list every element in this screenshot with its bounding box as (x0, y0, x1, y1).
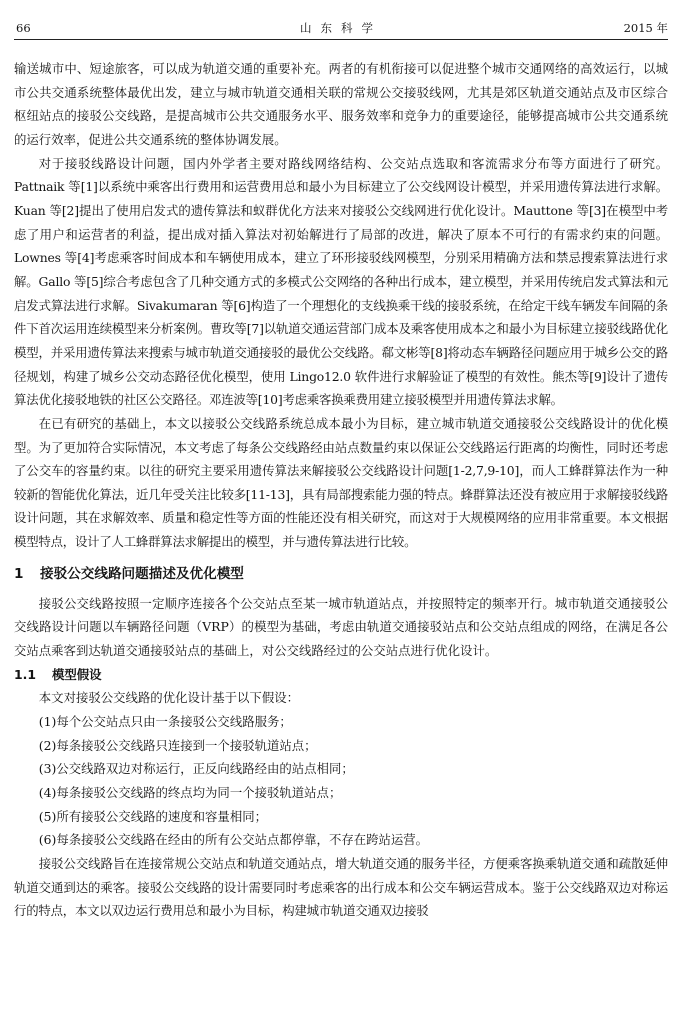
body-text (14, 57, 668, 923)
paragraph-assumption-intro: 本文对接驳公交线路的优化设计基于以下假设： (38, 690, 299, 706)
page-number: 66 (16, 21, 31, 35)
publication-year: 2015 年 (623, 21, 668, 35)
subsection-heading (14, 663, 668, 687)
section-number: 1 (14, 565, 24, 582)
assumption-item: (5)所有接驳公交线路的速度和容量相同； (38, 808, 267, 824)
paragraph-contribution: 在已有研究的基础上，本文以接驳公交线路系统总成本最小为目标，建立城市轨道交通接驳公交线路设计的优化模型。为了更加符合实际情况，本文考虑了每条公交线路经由站点数量约束以保证公交线路运行距离的均衡性，同时还考虑了公交车的容量约束。以往的研究主要采用遗传算法来解接驳公交线路设计问题[1-2,7,9-10]，而人工蜂群算法作为一种较新的智能优化算法，近几年受关注比较多[11-13]，具有局部搜索能力强的特点。蜂群算法还没有被应用于求解接驳线路设计问题，其在求解效率、质量和稳定性等方面的性能还没有相关研究，而这对于大规模网络的应用非常重要。本文根据模型特点，设计了人工蜂群算法求解提出的模型，并与遗传算法进行比较。 (14, 415, 668, 550)
assumption-item: (4)每条接驳公交线路的终点均为同一个接驳轨道站点； (38, 785, 342, 801)
assumption-item: (3)公交线路双边对称运行，正反向线路经由的站点相同； (38, 761, 354, 777)
journal-name: 山东科学 (300, 21, 382, 35)
paragraph-problem-description: 接驳公交线路按照一定顺序连接各个公交站点至某一城市轨道站点，并按照特定的频率开行。城市轨道交通接驳公交线路设计问题以车辆路径问题（VRP）的模型为基础，考虑由轨道交通接驳站点和公交站点组成的网络，在满足各公交站点乘客到达轨道交通接驳站点的基础上，对公交线路经过的公交站点进行优化设计。 (14, 595, 668, 659)
assumption-item: (2)每条接驳公交线路只连接到一个接驳轨道站点； (38, 737, 317, 753)
subsection-number: 1.1 (14, 666, 36, 682)
paragraph-literature-review: 对于接驳线路设计问题，国内外学者主要对路线网络结构、公交站点选取和客流需求分布等方面进行了研究。Pattnaik 等[1]以系统中乘客出行费用和运营费用总和最小为目标建立了公交线网设计模型，并采用遗传算法进行求解。Kuan 等[2]提出了使用启发式的遗传算法和蚁群优化方法来对接驳公交线网进行优化设计。Mauttone 等[3]在模型中考虑了用户和运营者的利益，提出成对插入算法对初始解进行了局部的改进，解决了原本不可行的有需求约束的问题。Lownes 等[4]考虑乘客时间成本和车辆使用成本，建立了环形接驳线网模型，分别采用精确方法和禁忌搜索算法进行求解。Gallo 等[5]综合考虑包含了几种交通方式的多模式公交网络的各种出行成本，建立模型，并采用传统启发式算法和元启发式算法进行求解。Sivakumaran 等[6]构造了一个理想化的支线换乘干线的接驳系统，在给定干线车辆发车间隔的条件下首次运用连续模型来分析案例。曹玫等[7]以轨道交通运营部门成本及乘客使用成本之和最小为目标建立接驳线路优化模型，并采用遗传算法来搜索与城市轨道交通接驳的最优公交线路。郗文彬等[8]将动态车辆路径问题应用于城乡公交的路径规划，构建了城乡公交动态路径优化模型，使用 Lingo12.0 软件进行求解验证了模型的有效性。熊杰等[9]设计了遗传算法优化接驳地铁的社区公交路径。邓连波等[10]考虑乘客换乘费用建立接驳模型并用遗传算法求解。 (14, 155, 668, 408)
subsection-title: 模型假设 (52, 666, 102, 682)
paragraph-model-objective: 接驳公交线路旨在连接常规公交站点和轨道交通站点，增大轨道交通的服务半径，方便乘客换乘轨道交通和疏散延伸轨道交通到达的乘客。接驳公交线路的设计需要同时考虑乘客的出行成本和公交车辆运营成本。鉴于公交线路双边对称运行的特点，本文以双边运行费用总和最小为目标，构建城市轨道交通双边接驳 (14, 856, 668, 919)
header-rule (14, 39, 668, 40)
running-header (14, 20, 668, 36)
assumption-item: (1)每个公交站点只由一条接驳公交线路服务； (38, 714, 292, 730)
section-heading (14, 562, 668, 586)
paper-page (14, 0, 668, 1024)
paragraph-intro-continued: 输送城市中、短途旅客，可以成为轨道交通的重要补充。两者的有机衔接可以促进整个城市交通网络的高效运行，以城市公共交通系统整体最优出发，建立与城市轨道交通相关联的常规公交接驳线网，尤其是郊区轨道交通站点及市区综合枢纽站点的接驳公交线路，是提高城市公共交通服务水平、服务效率和竞争力的重要途径，能够提高城市公共交通系统的运行效率，促进公共交通系统的整体协调发展。 (14, 61, 668, 147)
assumption-item: (6)每条接驳公交线路在经由的所有公交站点都停靠，不存在跨站运营。 (38, 832, 429, 848)
assumption-list (14, 710, 668, 852)
section-title: 接驳公交线路问题描述及优化模型 (40, 565, 244, 582)
